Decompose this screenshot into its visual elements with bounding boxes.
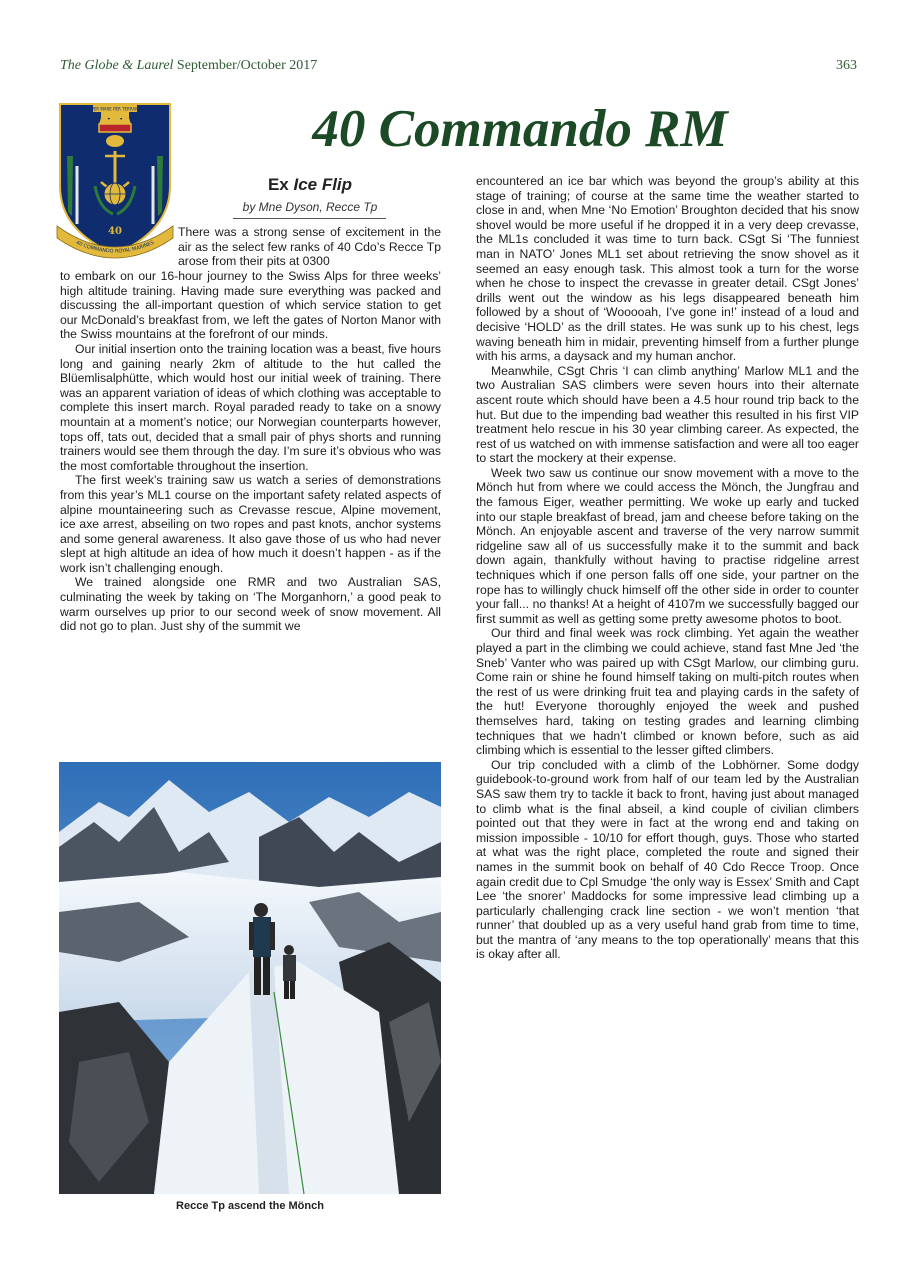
byline: by Mne Dyson, Recce Tp — [242, 200, 378, 214]
crest-top-scroll-text: PER MARE PER TERRAM — [91, 106, 139, 112]
intro-paragraph-rest: to embark on our 16-hour journey to the Swiss Alps for three weeks’ high altitude training. Having made sure everything was packed and discussing the all-important question of which service station to get our McDonald’s breakfast from, we left the gates of Norton Manor with the Swiss mountains at the forefront of our minds. — [60, 269, 441, 342]
paragraph-morganhorn: We trained alongside one RMR and two Australian SAS, culminating the week by taking on ‘The Morganhorn,’ a good peak to warm ourselves up prior to our second week of snow movement. All did not go to plan. Just shy of the summit we — [60, 575, 441, 634]
photo-caption: Recce Tp ascend the Mönch — [176, 1200, 324, 1212]
article-subhead — [205, 175, 415, 195]
intro-paragraph-start: There was a strong sense of excitement in the air as the select few ranks of 40 Cdo’s Recce Tp arose from their pits at 0300 — [178, 225, 441, 269]
subhead-title: Ice Flip — [293, 175, 353, 194]
paragraph-first-week: The first week’s training saw us watch a series of demonstrations from this year’s ML1 course on the important safety related aspects of alpine mountaineering such as Crevasse rescue, Alpine movement, ice axe arrest, abseiling on two ropes and past knots, anchor systems and some general awareness. It also gave those of us who had never slept at high altitude an idea of how much it doesn’t happen - as if the work isn’t challenging enough. — [60, 473, 441, 575]
right-column — [476, 174, 859, 962]
crest-bottom-scroll-text: 40 COMMANDO ROYAL MARINES — [75, 239, 155, 255]
article-headline: 40 Commando RM — [312, 100, 728, 158]
byline-rule — [233, 218, 386, 219]
mountain-photo — [59, 762, 441, 1194]
unit-crest-logo — [55, 96, 175, 266]
paragraph-insertion: Our initial insertion onto the training location was a beast, five hours long and gaining nearly 2km of altitude to the hut called the Blüemlisalphütte, which would host our initial week of training. There was an apparent variation of ideas of which clothing was acceptable to complete this insert march. Royal paraded ready to take on a snowy mountain at a moment’s notice; our Norwegian counterparts however, tops off, tats out, decided that a small pair of phys shorts and running trainers would see them through the day. I’m sure it’s obvious who was the most comfortable throughout the insertion. — [60, 341, 441, 473]
paragraph-helo-rescue: Meanwhile, CSgt Chris ‘I can climb anything’ Marlow ML1 and the two Australian SAS climbers were seven hours into their alternate ascent route which should have been a 4.5 hour round trip back to the hut. But due to the impending bad weather this resulted in his first VIP treatment helo rescue in his 30 year climbing career. As expected, the rest of us watched on with immense satisfaction and were all too eager to start the mockery at their expense. — [476, 363, 859, 466]
publication-title: The Globe & Laurel — [60, 58, 174, 73]
paragraph-week-two: Week two saw us continue our snow movement with a move to the Mönch hut from where we could access the Mönch, the Jungfrau and the famous Eiger, weather permitting. We woke up early and tucked into our staple breakfast of bread, jam and cheese before taking on the Mönch. An enjoyable ascent and traverse of the very narrow summit ridgeline saw all of us successfully make it to the summit and back down again, thankfully without having to practise ridgeline arrest techniques which if one person falls off one side, your partner on the rope has to willingly chuck himself off the other side in order to counter your fall... no thanks! At a height of 4107m we successfully bagged our first summit as well as getting some pretty awesome photos to boot. — [476, 465, 859, 626]
crest-number: 40 — [108, 226, 122, 237]
intro-wrap-block — [178, 225, 441, 269]
page-number: 363 — [836, 58, 857, 73]
paragraph-ice-bar: encountered an ice bar which was beyond the group’s ability at this stage of training; of course at the same time the weather started to close in and, when Mne ‘No Emotion’ Broughton decided that his snow shovel would be more useful if he dropped it in a very deep crevasse, the ML1s concluded it was time to turn back. CSgt Si ‘The funniest man in NATO’ Jones ML1 set about retrieving the snow shovel as it seemed an easy enough task. This almost took a turn for the worse when he chose to inspect the crevasse in greater detail. CSgt Jones’ drills went out the window as his legs disappeared beneath him followed by a shout of ‘Wooooah, I’ve gone in!’ instead of a loud and decisive ‘HOLD’ as the drill states. He was sunk up to his chest, legs waving beneath him in midair, preventing himself from a further plunge with his arms, a daysack and my human anchor. — [476, 174, 859, 364]
left-column — [60, 269, 441, 634]
paragraph-rock-climbing: Our third and final week was rock climbing. Yet again the weather played a part in the climbing we could achieve, stand fast Mne Jed ‘the Sneb’ Vanter who was paired up with CSgt Marlow, our climbing guru. Come rain or shine he found himself taking on multi-pitch routes when the rest of us were drinking fruit tea and playing cards in the safety of the hut! Everyone thoroughly enjoyed the week and pushed themselves hard, taking on testing grades and learning climbing techniques that we hadn’t climbed or known before, such as aid climbing which is essential to the lesser gifted climbers. — [476, 626, 859, 758]
issue-date: September/October 2017 — [176, 58, 318, 73]
subhead-prefix: Ex — [267, 175, 289, 194]
running-head — [60, 58, 857, 78]
paragraph-lobhorner: Our trip concluded with a climb of the Lobhörner. Some dodgy guidebook-to-ground work from half of our team led by the Australian SAS saw them try to tackle it back to front, having just about managed to climb what is the final abseil, a kind couple of civilian climbers pointed out that they were in fact at the wrong end and taking on mission impossible - 10/10 for effort though, guys. Those who started at what was the right place, completed the route and signed their names in the summit book on behalf of 40 Cdo Recce Troop. Once again credit due to Cpl Smudge ‘the only way is Essex’ Smith and Capt Lee ‘the snorer’ Maddocks for some impressive lead climbing up a particularly challenging crack line section - we won’t mention ‘that runner’ that doubled up as a very useful hand grab from time to time, but the mantra of ‘any means to the top operationally’ means that this is okay after all. — [476, 757, 859, 962]
